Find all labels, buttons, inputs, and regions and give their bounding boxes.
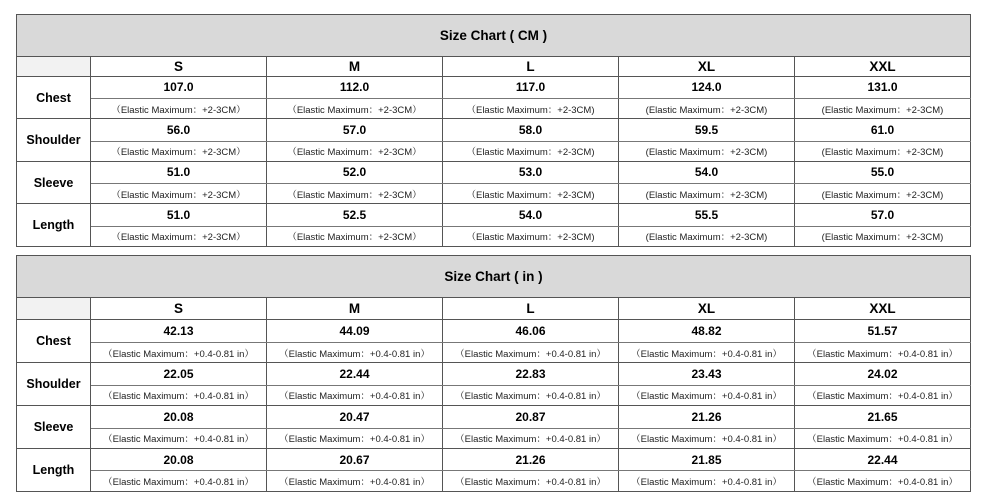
measurement-value: 51.0: [91, 204, 267, 226]
elastic-note: (Elastic Maximum：+2-3CM): [619, 184, 795, 204]
measurement-row: [17, 363, 971, 385]
measurement-value: 24.02: [795, 363, 971, 385]
header-corner: [17, 56, 91, 76]
measurement-value: 22.44: [795, 449, 971, 471]
size-header: S: [91, 297, 267, 319]
elastic-note: （Elastic Maximum：+0.4-0.81 in）: [795, 428, 971, 448]
elastic-note: （Elastic Maximum：+0.4-0.81 in）: [619, 342, 795, 362]
elastic-note: （Elastic Maximum：+0.4-0.81 in）: [267, 385, 443, 405]
measurement-value: 46.06: [443, 320, 619, 342]
elastic-note: (Elastic Maximum：+2-3CM): [795, 99, 971, 119]
elastic-note: （Elastic Maximum：+0.4-0.81 in）: [91, 471, 267, 492]
measurement-value: 22.05: [91, 363, 267, 385]
measurement-value: 131.0: [795, 76, 971, 98]
elastic-note: （Elastic Maximum：+2-3CM): [443, 226, 619, 246]
measurement-value: 42.13: [91, 320, 267, 342]
measurement-value: 20.08: [91, 449, 267, 471]
elastic-note: （Elastic Maximum：+0.4-0.81 in）: [795, 385, 971, 405]
elastic-note: (Elastic Maximum：+2-3CM): [619, 141, 795, 161]
measurement-row: [17, 406, 971, 428]
measurement-value: 23.43: [619, 363, 795, 385]
size-header: XL: [619, 297, 795, 319]
measurement-value: 107.0: [91, 76, 267, 98]
measurement-value: 21.26: [443, 449, 619, 471]
elastic-note-row: [17, 99, 971, 119]
measurement-row: [17, 204, 971, 226]
measurement-value: 56.0: [91, 119, 267, 141]
size-chart-in: [16, 255, 971, 492]
elastic-note: （Elastic Maximum：+2-3CM）: [267, 141, 443, 161]
chart-title: Size Chart ( in ): [17, 256, 971, 298]
measurement-value: 54.0: [619, 161, 795, 183]
elastic-note: （Elastic Maximum：+0.4-0.81 in）: [795, 471, 971, 492]
measurement-value: 57.0: [267, 119, 443, 141]
measurement-label: Length: [17, 449, 91, 492]
elastic-note: （Elastic Maximum：+2-3CM）: [267, 99, 443, 119]
size-header-row: [17, 56, 971, 76]
size-header: L: [443, 297, 619, 319]
measurement-value: 52.0: [267, 161, 443, 183]
elastic-note-row: [17, 141, 971, 161]
size-header: M: [267, 56, 443, 76]
elastic-note: （Elastic Maximum：+2-3CM): [443, 99, 619, 119]
measurement-value: 51.57: [795, 320, 971, 342]
measurement-value: 117.0: [443, 76, 619, 98]
measurement-value: 20.08: [91, 406, 267, 428]
measurement-label: Chest: [17, 320, 91, 363]
elastic-note: （Elastic Maximum：+0.4-0.81 in）: [443, 471, 619, 492]
elastic-note: （Elastic Maximum：+0.4-0.81 in）: [619, 428, 795, 448]
measurement-row: [17, 449, 971, 471]
elastic-note: （Elastic Maximum：+2-3CM): [443, 184, 619, 204]
elastic-note: （Elastic Maximum：+0.4-0.81 in）: [267, 342, 443, 362]
elastic-note: （Elastic Maximum：+0.4-0.81 in）: [267, 428, 443, 448]
measurement-value: 112.0: [267, 76, 443, 98]
elastic-note: （Elastic Maximum：+2-3CM）: [91, 99, 267, 119]
elastic-note: （Elastic Maximum：+0.4-0.81 in）: [91, 428, 267, 448]
elastic-note: （Elastic Maximum：+2-3CM）: [267, 184, 443, 204]
measurement-label: Length: [17, 204, 91, 247]
elastic-note-row: [17, 471, 971, 492]
measurement-row: [17, 320, 971, 342]
elastic-note-row: [17, 342, 971, 362]
measurement-value: 22.83: [443, 363, 619, 385]
size-header: M: [267, 297, 443, 319]
measurement-value: 55.0: [795, 161, 971, 183]
size-header: L: [443, 56, 619, 76]
measurement-row: [17, 119, 971, 141]
measurement-value: 51.0: [91, 161, 267, 183]
measurement-value: 53.0: [443, 161, 619, 183]
elastic-note: (Elastic Maximum：+2-3CM): [619, 99, 795, 119]
elastic-note: （Elastic Maximum：+0.4-0.81 in）: [619, 385, 795, 405]
measurement-row: [17, 76, 971, 98]
elastic-note-row: [17, 385, 971, 405]
measurement-value: 22.44: [267, 363, 443, 385]
measurement-value: 52.5: [267, 204, 443, 226]
measurement-value: 57.0: [795, 204, 971, 226]
elastic-note: (Elastic Maximum：+2-3CM): [795, 226, 971, 246]
measurement-value: 61.0: [795, 119, 971, 141]
elastic-note-row: [17, 184, 971, 204]
measurement-value: 58.0: [443, 119, 619, 141]
elastic-note: （Elastic Maximum：+0.4-0.81 in）: [91, 385, 267, 405]
size-header: S: [91, 56, 267, 76]
elastic-note-row: [17, 428, 971, 448]
measurement-value: 55.5: [619, 204, 795, 226]
elastic-note: （Elastic Maximum：+2-3CM）: [91, 184, 267, 204]
measurement-value: 124.0: [619, 76, 795, 98]
measurement-value: 54.0: [443, 204, 619, 226]
chart-title: Size Chart ( CM ): [17, 15, 971, 57]
measurement-value: 21.65: [795, 406, 971, 428]
measurement-value: 21.85: [619, 449, 795, 471]
size-chart-cm: [16, 14, 971, 247]
measurement-value: 20.67: [267, 449, 443, 471]
elastic-note: （Elastic Maximum：+2-3CM）: [267, 226, 443, 246]
measurement-value: 44.09: [267, 320, 443, 342]
elastic-note: (Elastic Maximum：+2-3CM): [795, 184, 971, 204]
measurement-label: Shoulder: [17, 363, 91, 406]
elastic-note: （Elastic Maximum：+0.4-0.81 in）: [443, 428, 619, 448]
elastic-note: （Elastic Maximum：+0.4-0.81 in）: [267, 471, 443, 492]
size-header: XL: [619, 56, 795, 76]
elastic-note: (Elastic Maximum：+2-3CM): [619, 226, 795, 246]
measurement-label: Chest: [17, 76, 91, 119]
measurement-value: 59.5: [619, 119, 795, 141]
elastic-note: （Elastic Maximum：+0.4-0.81 in）: [91, 342, 267, 362]
measurement-value: 20.87: [443, 406, 619, 428]
elastic-note-row: [17, 226, 971, 246]
measurement-label: Sleeve: [17, 161, 91, 204]
elastic-note: （Elastic Maximum：+0.4-0.81 in）: [795, 342, 971, 362]
elastic-note: （Elastic Maximum：+0.4-0.81 in）: [619, 471, 795, 492]
elastic-note: （Elastic Maximum：+2-3CM): [443, 141, 619, 161]
elastic-note: (Elastic Maximum：+2-3CM): [795, 141, 971, 161]
measurement-row: [17, 161, 971, 183]
size-header: XXL: [795, 56, 971, 76]
measurement-label: Sleeve: [17, 406, 91, 449]
measurement-label: Shoulder: [17, 119, 91, 162]
header-corner: [17, 297, 91, 319]
measurement-value: 20.47: [267, 406, 443, 428]
elastic-note: （Elastic Maximum：+2-3CM）: [91, 226, 267, 246]
size-header: XXL: [795, 297, 971, 319]
measurement-value: 21.26: [619, 406, 795, 428]
elastic-note: （Elastic Maximum：+0.4-0.81 in）: [443, 385, 619, 405]
measurement-value: 48.82: [619, 320, 795, 342]
size-header-row: [17, 297, 971, 319]
elastic-note: （Elastic Maximum：+0.4-0.81 in）: [443, 342, 619, 362]
elastic-note: （Elastic Maximum：+2-3CM）: [91, 141, 267, 161]
